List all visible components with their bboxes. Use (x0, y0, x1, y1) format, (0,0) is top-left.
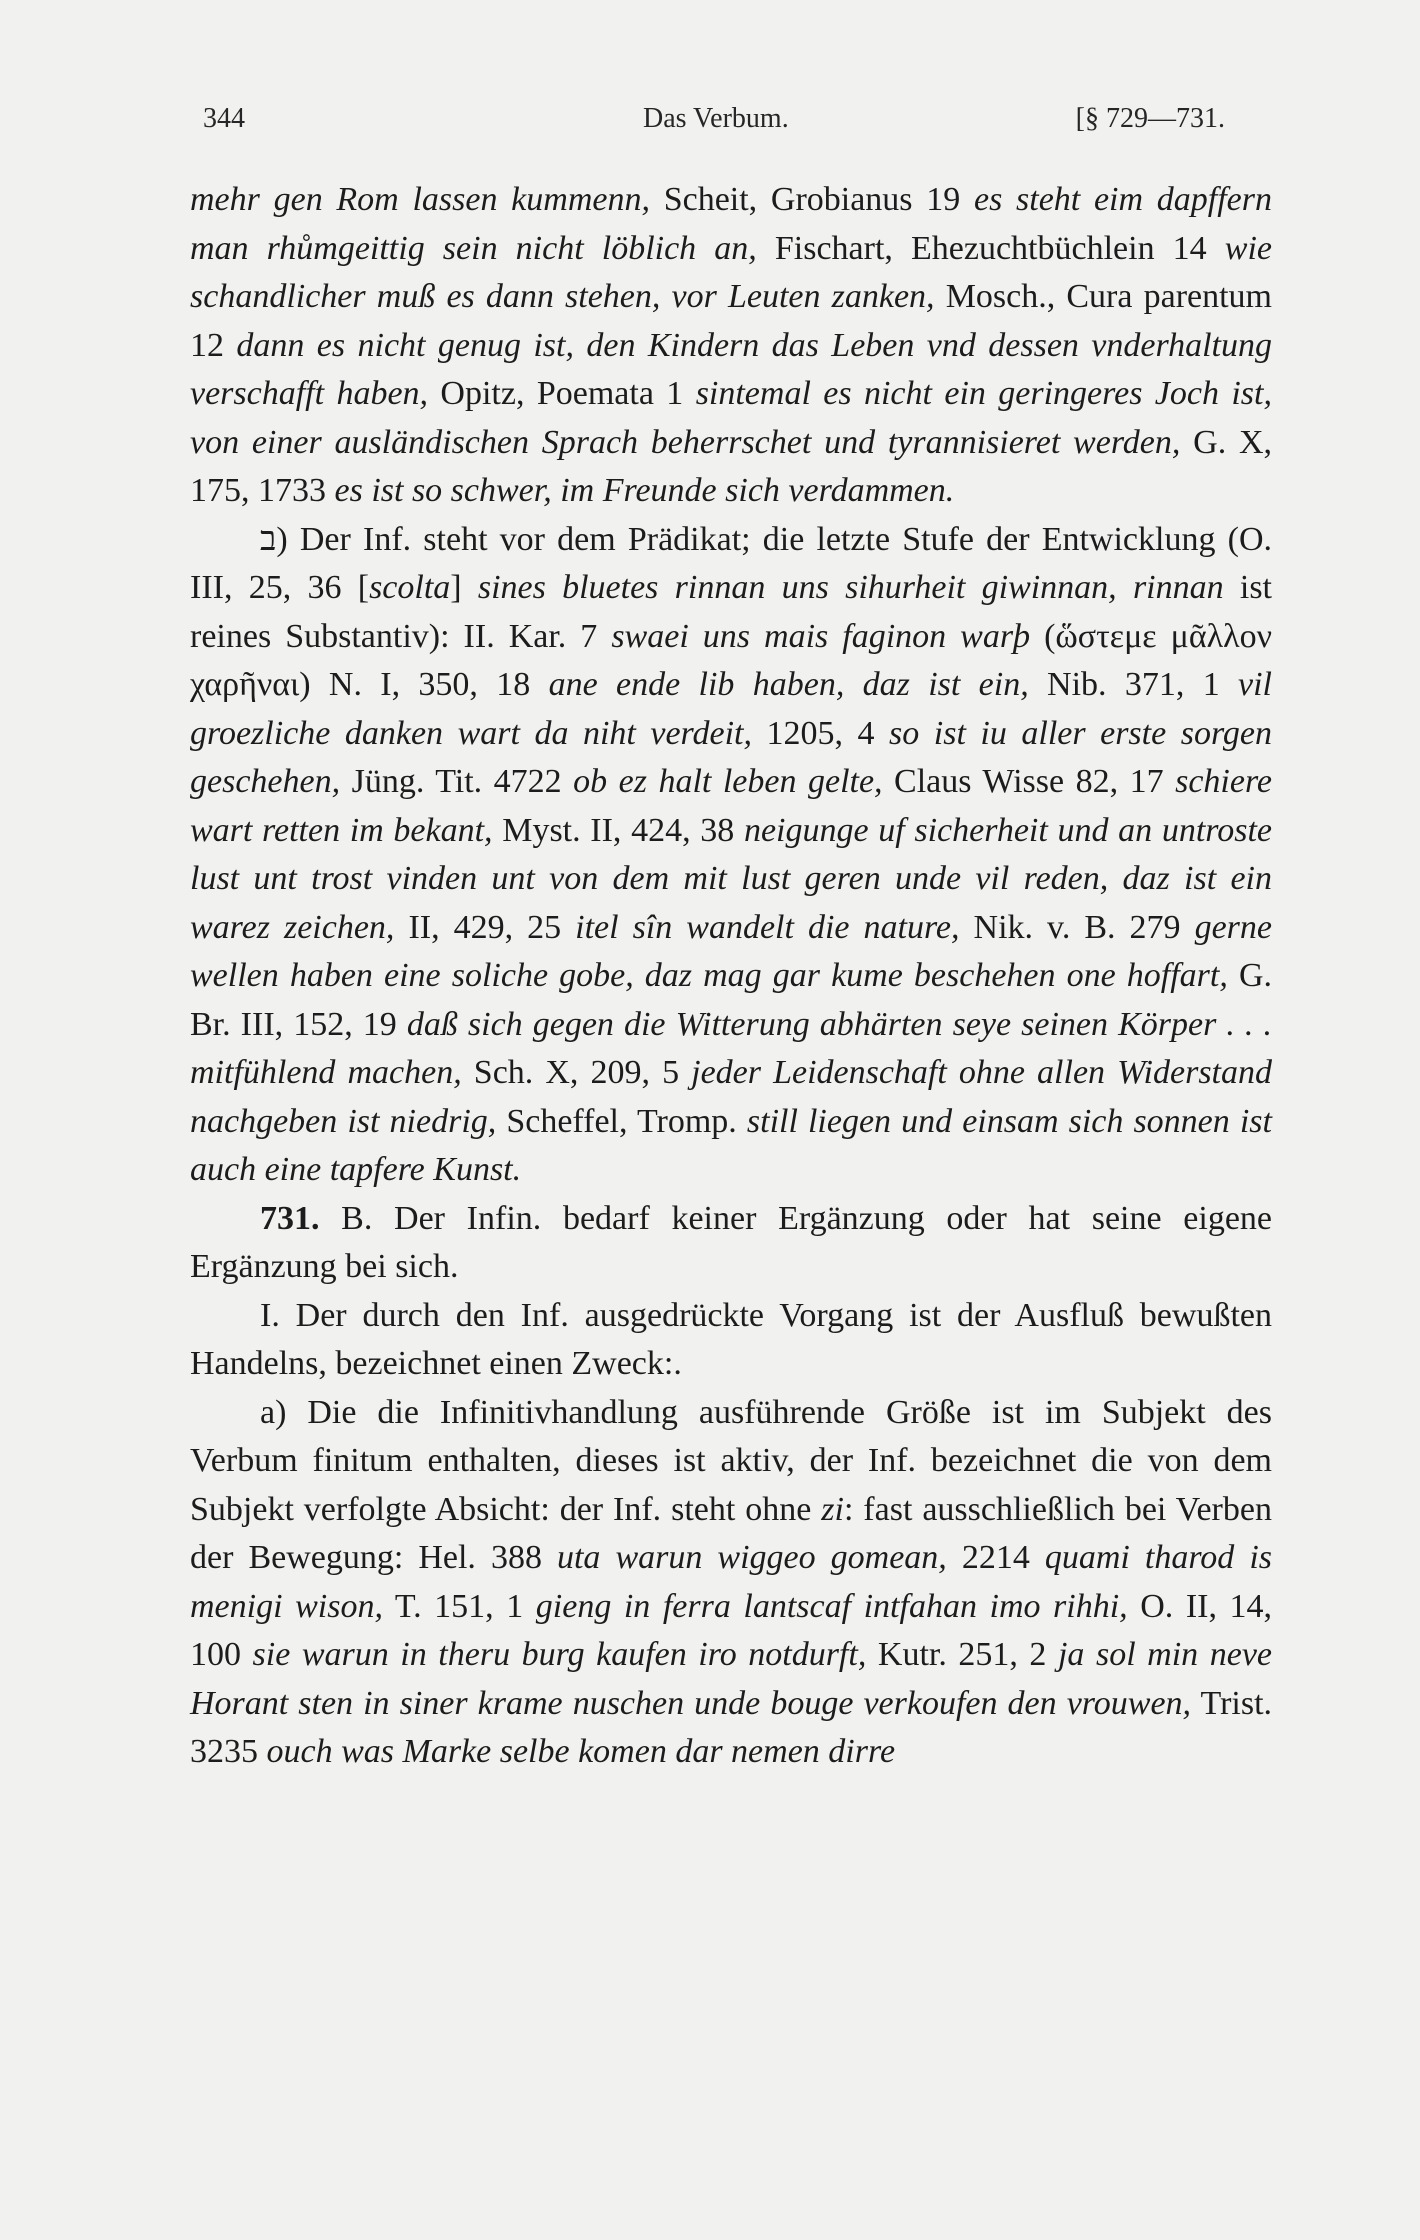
quotation-text: so ist iu aller erste sorgen geschehen, (190, 714, 1273, 800)
section-range: [§ 729—731. (1075, 103, 1225, 134)
paragraph (190, 1195, 1272, 1292)
body-span: Nib. 371, 1 (1028, 666, 1239, 703)
body-span: (ὥστεμε μᾶλλον χαρῆναι) N. I, 350, 18 (190, 617, 1272, 703)
quotation-text: es ist so schwer, im Freunde sich verdammen. (334, 472, 955, 509)
paragraph (190, 1292, 1272, 1389)
quotation-text: gerne wellen haben eine soliche gobe, daz mag gar kume beschehen one hoffart, (190, 908, 1272, 994)
body-span: Nik. v. B. 279 (959, 908, 1195, 946)
quotation-text: wie schandlicher muß es dann stehen, vor Leuten zanken, (190, 229, 1272, 315)
body-span: Fischart, Ehezuchtbüchlein 14 (756, 229, 1225, 267)
section-number: 731. (260, 1199, 320, 1237)
body-span: II, 429, 25 (394, 908, 576, 946)
body-span: 2214 (946, 1539, 1045, 1576)
quotation-text: quami tharod is menigi wison, (190, 1539, 1273, 1625)
quotation-text: ouch was Marke selbe komen dar nemen dirre (266, 1733, 896, 1770)
paragraph (190, 176, 1272, 516)
quotation-text: sie warun in theru burg kaufen iro notdurft, (252, 1636, 867, 1673)
body-span: ] (450, 569, 478, 606)
body-span: G. Br. III, 152, 19 (190, 957, 1273, 1043)
body-span: I. Der durch den Inf. ausgedrückte Vorgang ist der Ausfluß bewußten Handelns, bezeichnet einen Zweck:. (190, 1296, 1272, 1382)
body-span: Myst. II, 424, 38 (492, 811, 744, 849)
paragraph (190, 1389, 1272, 1777)
page-number: 344 (203, 103, 245, 134)
quotation-text: schiere wart retten im bekant, (190, 763, 1273, 849)
body-span: G. X, 175, 1733 (190, 423, 1272, 509)
quotation-text: ja sol min neve Horant sten in siner krame nuschen unde bouge verkoufen den vrouwen, (190, 1636, 1272, 1722)
quotation-text: jeder Leidenschaft ohne allen Widerstand nachgeben ist niedrig, (190, 1054, 1272, 1140)
quotation-text: zi (821, 1490, 844, 1528)
quotation-text: scolta (369, 569, 451, 606)
quotation-text: sines bluetes rinnan uns sihurheit giwinnan, rinnan (477, 569, 1224, 606)
body-span: Sch. X, 209, 5 (461, 1054, 692, 1091)
quotation-text: itel sîn wandelt die nature, (575, 908, 960, 946)
body-span: Claus Wisse 82, 17 (882, 763, 1176, 800)
body-span: Trist. 3235 (190, 1684, 1273, 1770)
body-span: B. Der Infin. bedarf keiner Ergänzung oder hat seine eigene Ergänzung bei sich. (190, 1199, 1272, 1285)
body-span: Opitz, Poemata 1 (428, 375, 696, 412)
quotation-text: swaei uns mais faginon warþ (611, 617, 1031, 655)
paragraph (190, 516, 1272, 1195)
body-span: Jüng. Tit. 4722 (340, 763, 574, 800)
quotation-text: uta warun wiggeo gomean, (556, 1539, 947, 1576)
quotation-text: vil groezliche danken wart da niht verdeit, (190, 666, 1272, 752)
quotation-text: neigunge uf sicherheit und an untroste lust unt trost vinden unt von dem mit lust geren unde vil reden, daz ist ein warez zeichen, (190, 811, 1273, 946)
quotation-text: dann es nicht genug ist, den Kindern das Leben vnd dessen vnderhaltung verschafft haben, (190, 326, 1272, 412)
body-span: ב) Der Inf. steht vor dem Prädikat; die letzte Stufe der Entwicklung (O. III, 25, 36 [ (190, 520, 1272, 606)
body-span: Scheit, Grobianus 19 (649, 181, 974, 218)
quotation-text: daß sich gegen die Witterung abhärten seye seinen Körper . . . mitfühlend machen, (190, 1005, 1272, 1091)
body-span: T. 151, 1 (382, 1587, 536, 1625)
body-span: Scheffel, Tromp. (496, 1102, 747, 1140)
quotation-text: ane ende lib haben, daz ist ein, (548, 666, 1029, 703)
body-span: Mosch., Cura parentum 12 (190, 278, 1272, 364)
running-title: Das Verbum. (643, 103, 789, 134)
body-span: : fast ausschließlich bei Verben der Bewegung: Hel. 388 (190, 1490, 1272, 1576)
body-span: ist reines Substantiv): II. Kar. 7 (190, 569, 1273, 655)
quotation-text: ob ez halt leben gelte, (573, 763, 883, 800)
body-span: O. II, 14, 100 (190, 1587, 1273, 1673)
body-span: 1205, 4 (752, 714, 890, 752)
running-header (203, 103, 1225, 143)
quotation-text: gieng in ferra lantscaf intfahan imo rihhi, (535, 1587, 1128, 1625)
body-span: Kutr. 251, 2 (866, 1636, 1058, 1673)
quotation-text: still liegen und einsam sich sonnen ist auch eine tapfere Kunst. (190, 1102, 1272, 1188)
quotation-text: es steht eim dapffern man rhůmgeittig sein nicht löblich an, (190, 181, 1272, 267)
body-text (190, 176, 1272, 1777)
quotation-text: sintemal es nicht ein geringeres Joch ist, von einer ausländischen Sprach beherrschet und tyrannisieret werden, (190, 375, 1272, 461)
quotation-text: mehr gen Rom lassen kummenn, (190, 181, 650, 218)
body-span: a) Die die Infinitivhandlung ausführende Größe ist im Subjekt des Verbum finitum enthalten, dieses ist aktiv, der Inf. bezeichnet die von dem Subjekt verfolgte Absicht: der Inf. steht ohne (190, 1393, 1272, 1528)
